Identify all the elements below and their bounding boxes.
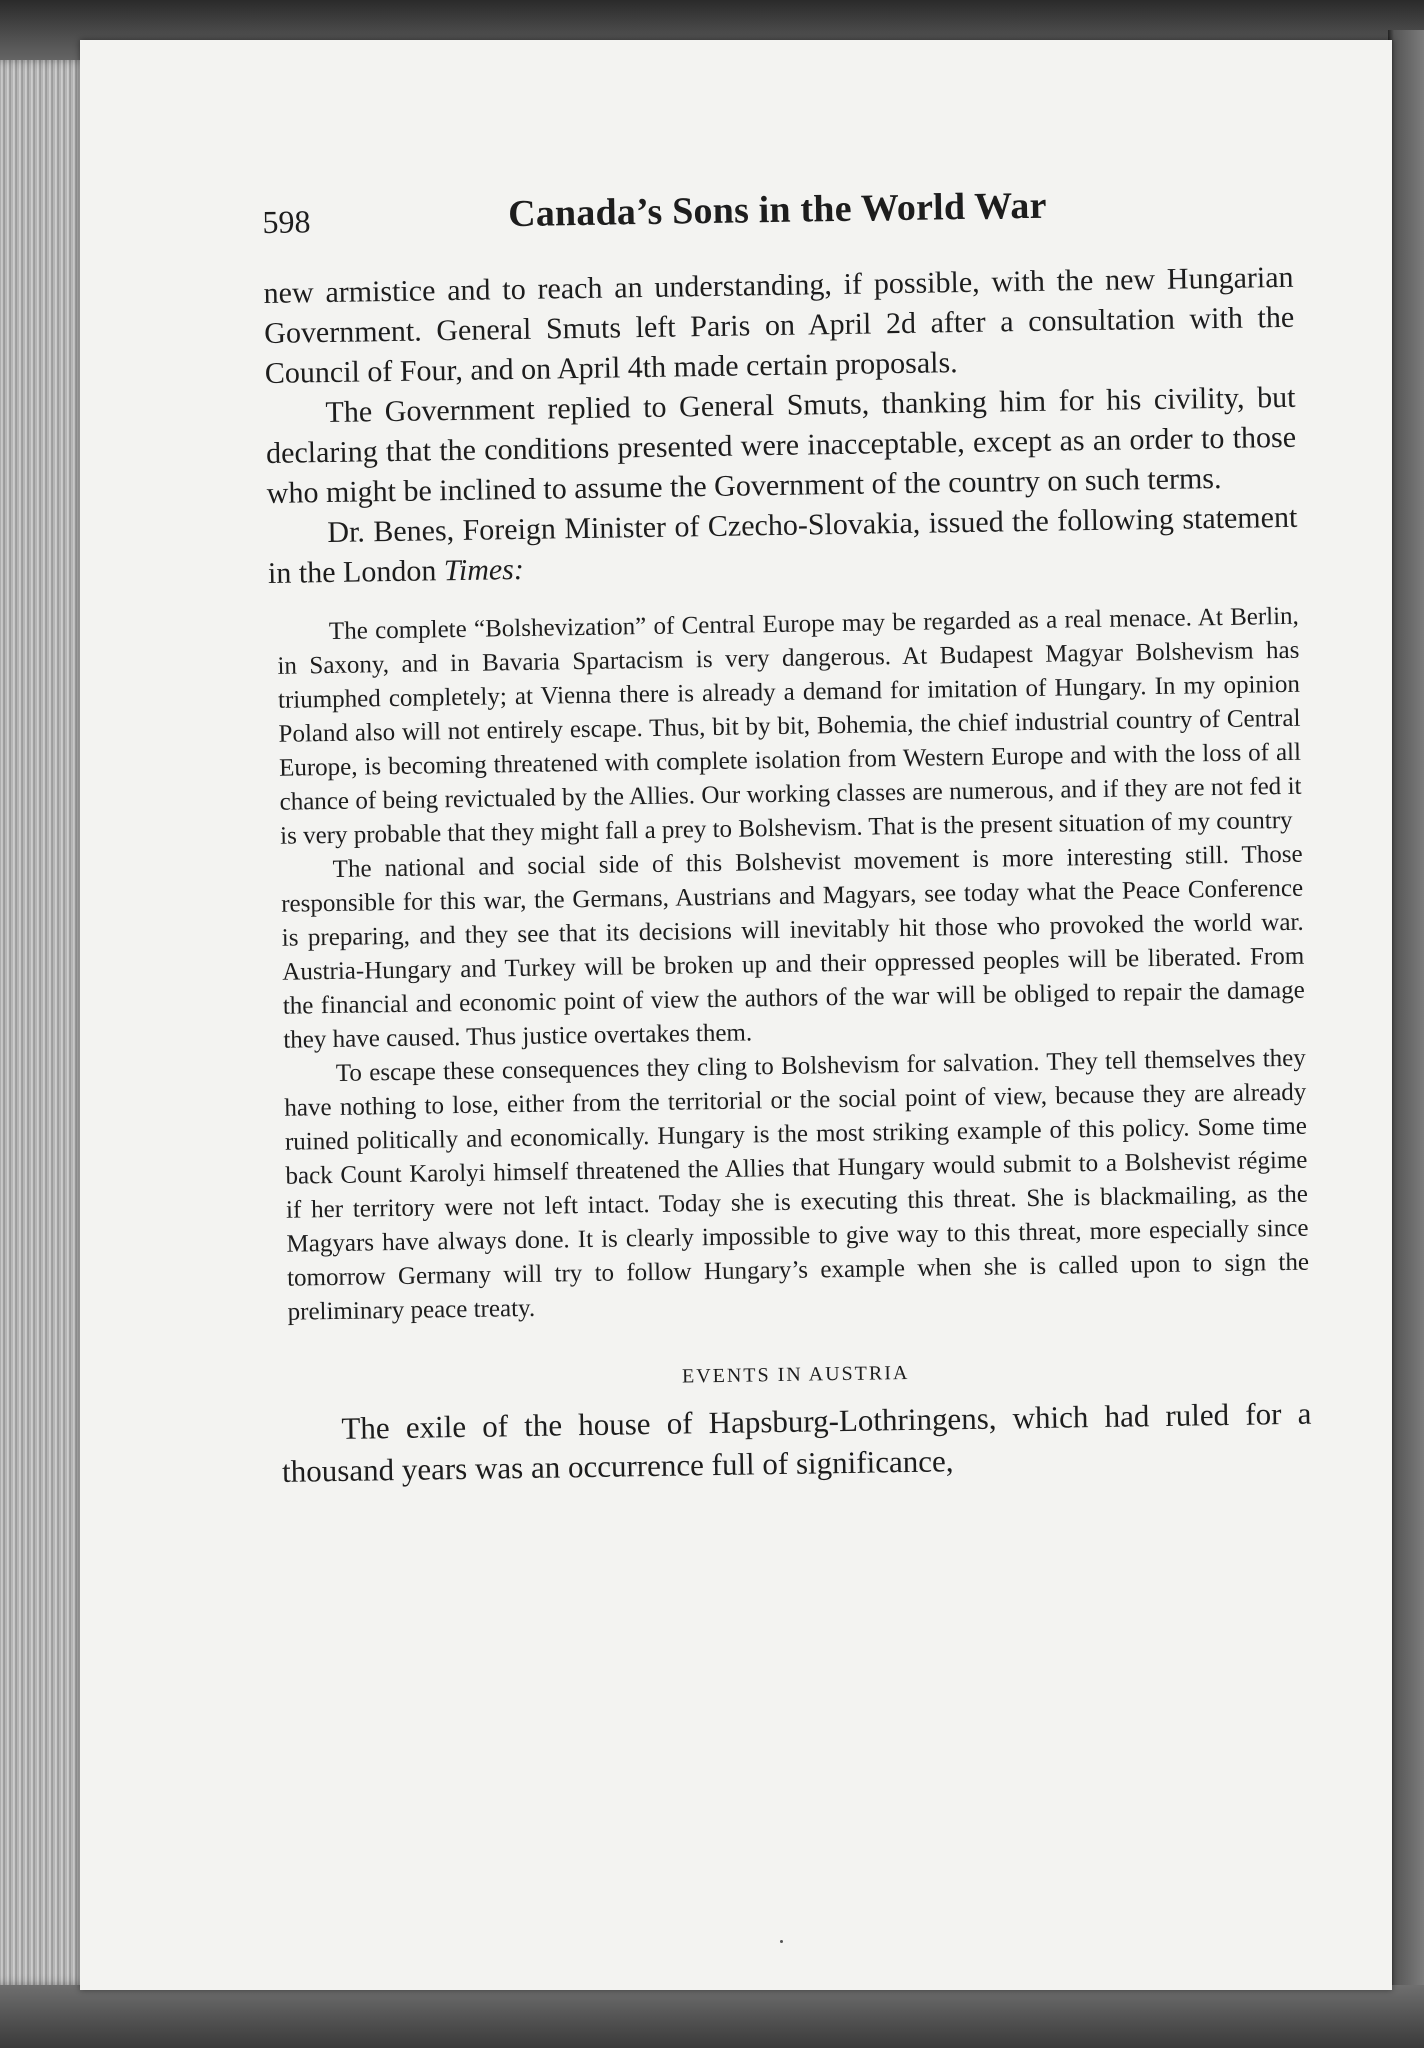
paragraph-3-text: Dr. Benes, Foreign Minister of Czecho-Slovakia, issued the following statement in the London xyxy=(267,500,1298,590)
paragraph-3 xyxy=(267,498,1298,594)
page-number: 598 xyxy=(262,203,311,240)
paragraph-2: The Government replied to General Smuts, thanking him for his civility, but declaring that the conditions presented were inacceptable, except as an order to those who might be inclined to assume the Government of the country on such terms. xyxy=(265,380,1297,510)
scan-right-shadow xyxy=(1388,30,1424,1985)
running-head xyxy=(262,174,1293,250)
scan-bottom-shadow xyxy=(0,1985,1424,2048)
page-content xyxy=(262,174,1312,1493)
paragraph-4: The exile of the house of Hapsburg-Lothringens, which had ruled for a thousand years was an occurrence full of significance, xyxy=(281,1395,1312,1489)
book-page-edges xyxy=(0,60,88,1985)
quote-paragraph-2: The national and social side of this Bolshevist movement is more interesting still. Those responsible for this war, the Germans, Austrians and Magyars, see today what the Peace Conference is preparing, and they see that its decisions will inevitably hit those who provoked the world war. Austria-Hungary and Turkey will be broken up and their oppressed peoples will be liberated. From the financial and economic point of view the authors of the war will be obliged to repair the damage they have caused. Thus justice overtakes them. xyxy=(281,840,1305,1054)
section-heading xyxy=(281,1356,1311,1395)
quote-paragraph-3: To escape these consequences they cling to Bolshevism for salvation. They tell themselves they have nothing to lose, either from the territorial or the social point of view, because they are already ruined politically and economically. Hungary is the most striking example of this policy. Some time back Count Karolyi himself threatened the Allies that Hungary would submit to a Bolshevist régime if her territory were not left intact. Today she is executing this threat. She is blackmailing, as the Magyars have always done. It is clearly impossible to give way to this threat, more especially since tomorrow Germany will try to follow Hungary’s example when she is called upon to sign the preliminary peace treaty. xyxy=(284,1044,1310,1326)
block-quote xyxy=(277,600,1310,1330)
paragraph-3-italic: Times: xyxy=(443,552,525,588)
running-title: Canada’s Sons in the World War xyxy=(507,184,1047,236)
scan-speck xyxy=(780,1940,783,1943)
book-page xyxy=(80,40,1392,1990)
section-heading-text: EVENTS IN AUSTRIA xyxy=(681,1361,910,1388)
paragraph-1: new armistice and to reach an understanding, if possible, with the new Hungarian Government. General Smuts left Paris on April 2d after a consultation with the Council of Four, and on April 4th made certain proposals. xyxy=(263,260,1295,390)
quote-paragraph-1: The complete “Bolshevization” of Central Europe may be regarded as a real menace. At Berlin, in Saxony, and in Bavaria Spartacism is very dangerous. At Budapest Magyar Bolshevism has triumphed completely; at Vienna there is already a demand for imitation of Hungary. In my opinion Poland also will not entirely escape. Thus, bit by bit, Bohemia, the chief industrial country of Central Europe, is becoming threatened with complete isolation from Western Europe and with the loss of all chance of being revictualed by the Allies. Our working classes are numerous, and if they are not fed it is very probable that they might fall a prey to Bolshevism. That is the present situation of my country xyxy=(277,602,1302,850)
